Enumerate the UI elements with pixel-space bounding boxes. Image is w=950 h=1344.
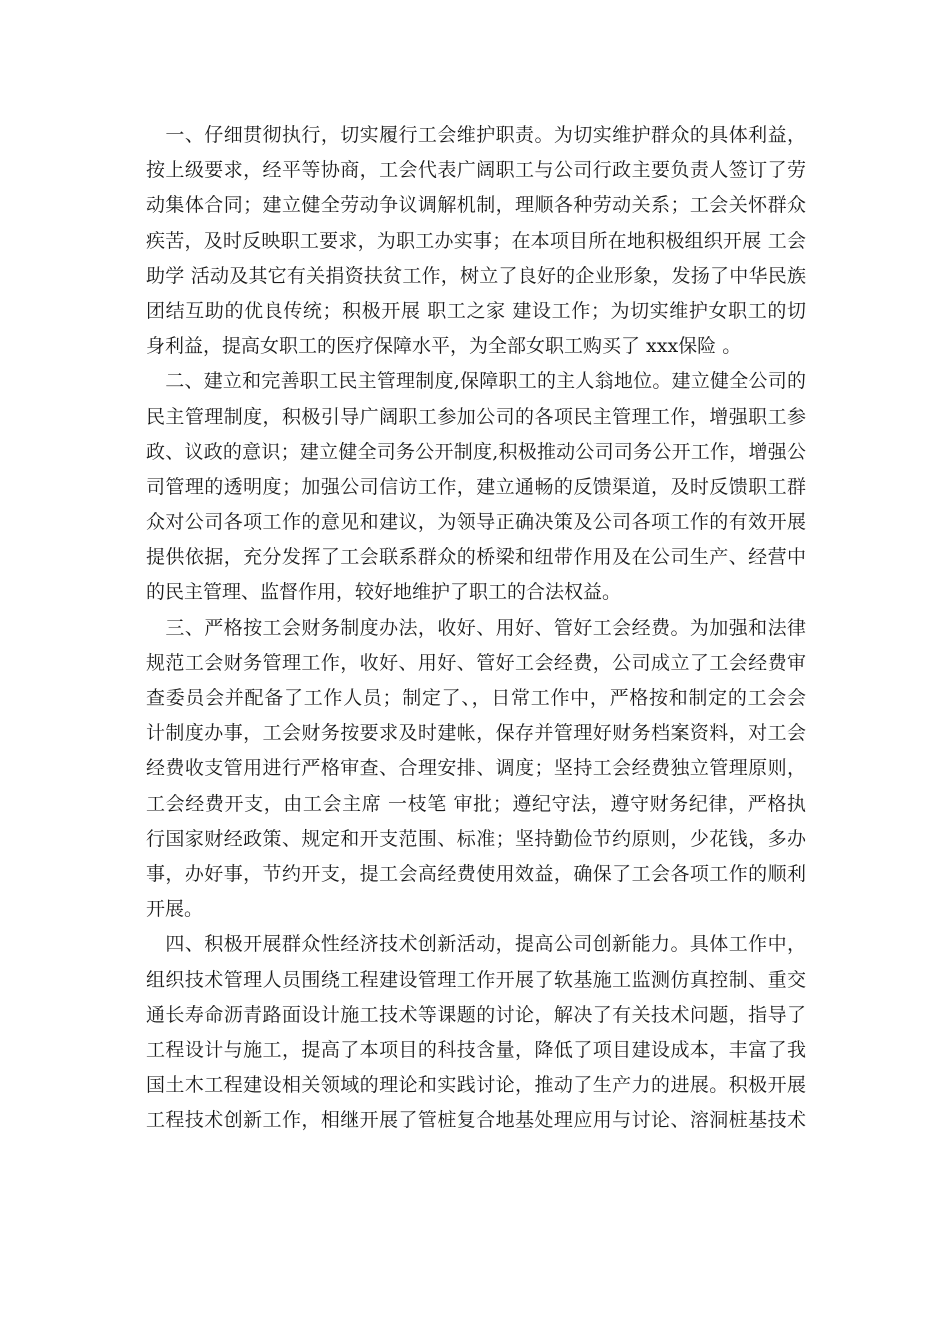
text-line: 工程设计与施工，提高了本项目的科技含量，降低了项目建设成本，丰富了我: [146, 1038, 806, 1061]
text-line: 疾苦，及时反映职工要求，为职工办实事；在本项目所在地积极组织开展 工会: [146, 229, 806, 252]
text-line: 助学 活动及其它有关捐资扶贫工作，树立了良好的企业形象，发扬了中华民族: [146, 264, 806, 287]
text-line: 政、议政的意识；建立健全司务公开制度,积极推动公司司务公开工作，增强公: [146, 440, 806, 463]
paragraph-4: [146, 927, 806, 1138]
text-line: 事，办好事，节约开支，提工会高经费使用效益，确保了工会各项工作的顺利: [146, 862, 806, 885]
text-line: 经费收支管用进行严格审查、合理安排、调度；坚持工会经费独立管理原则，: [146, 757, 806, 780]
text-line: 提供依据，充分发挥了工会联系群众的桥梁和纽带作用及在公司生产、经营中: [146, 546, 806, 569]
text-line: 计制度办事，工会财务按要求及时建帐，保存并管理好财务档案资料，对工会: [146, 722, 806, 745]
text-line: 通长寿命沥青路面设计施工技术等课题的讨论，解决了有关技术问题，指导了: [146, 1003, 806, 1026]
text-line: 开展。: [146, 898, 204, 921]
text-line: 四、积极开展群众性经济技术创新活动，提高公司创新能力。具体工作中，: [146, 933, 806, 956]
text-line: 的民主管理、监督作用，较好地维护了职工的合法权益。: [146, 581, 622, 604]
text-line: 行国家财经政策、规定和开支范围、标准；坚持勤俭节约原则，少花钱，多办: [146, 827, 806, 850]
paragraph-2: [146, 364, 806, 610]
text-line: 众对公司各项工作的意见和建议，为领导正确决策及公司各项工作的有效开展: [146, 511, 806, 534]
text-line: 工会经费开支，由工会主席 一枝笔 审批；遵纪守法，遵守财务纪律，严格执: [146, 792, 806, 815]
text-line: 身利益，提高女职工的医疗保障水平，为全部女职工购买了 xxx保险 。: [146, 335, 742, 358]
text-line: 司管理的透明度；加强公司信访工作，建立通畅的反馈渠道，及时反馈职工群: [146, 475, 806, 498]
text-line: 动集体合同；建立健全劳动争议调解机制，理顺各种劳动关系；工会关怀群众: [146, 194, 806, 217]
text-line: 一、仔细贯彻执行，切实履行工会维护职责。为切实维护群众的具体利益，: [146, 124, 806, 146]
text-line: 民主管理制度，积极引导广阔职工参加公司的各项民主管理工作，增强职工参: [146, 405, 806, 428]
paragraph-3: [146, 611, 806, 928]
text-line: 三、严格按工会财务制度办法，收好、用好、管好工会经费。为加强和法律: [146, 616, 806, 639]
text-line: 查委员会并配备了工作人员；制定了、，日常工作中，严格按和制定的工会会: [146, 687, 806, 709]
text-line: 规范工会财务管理工作，收好、用好、管好工会经费，公司成立了工会经费审: [146, 651, 806, 674]
text-line: 团结互助的优良传统；积极开展 职工之家 建设工作；为切实维护女职工的切: [146, 299, 806, 322]
text-line: 按上级要求，经平等协商，工会代表广阔职工与公司行政主要负责人签订了劳: [146, 159, 806, 182]
text-line: 国土木工程建设相关领域的理论和实践讨论，推动了生产力的进展。积极开展: [146, 1074, 806, 1097]
text-line: 组织技术管理人员围绕工程建设管理工作开展了软基施工监测仿真控制、重交: [146, 968, 806, 991]
paragraph-1: [146, 118, 806, 364]
text-line: 二、建立和完善职工民主管理制度,保障职工的主人翁地位。建立健全公司的: [146, 370, 806, 393]
text-line: 工程技术创新工作，相继开展了管桩复合地基处理应用与讨论、溶洞桩基技术: [146, 1109, 806, 1132]
document-body: [146, 118, 806, 1138]
